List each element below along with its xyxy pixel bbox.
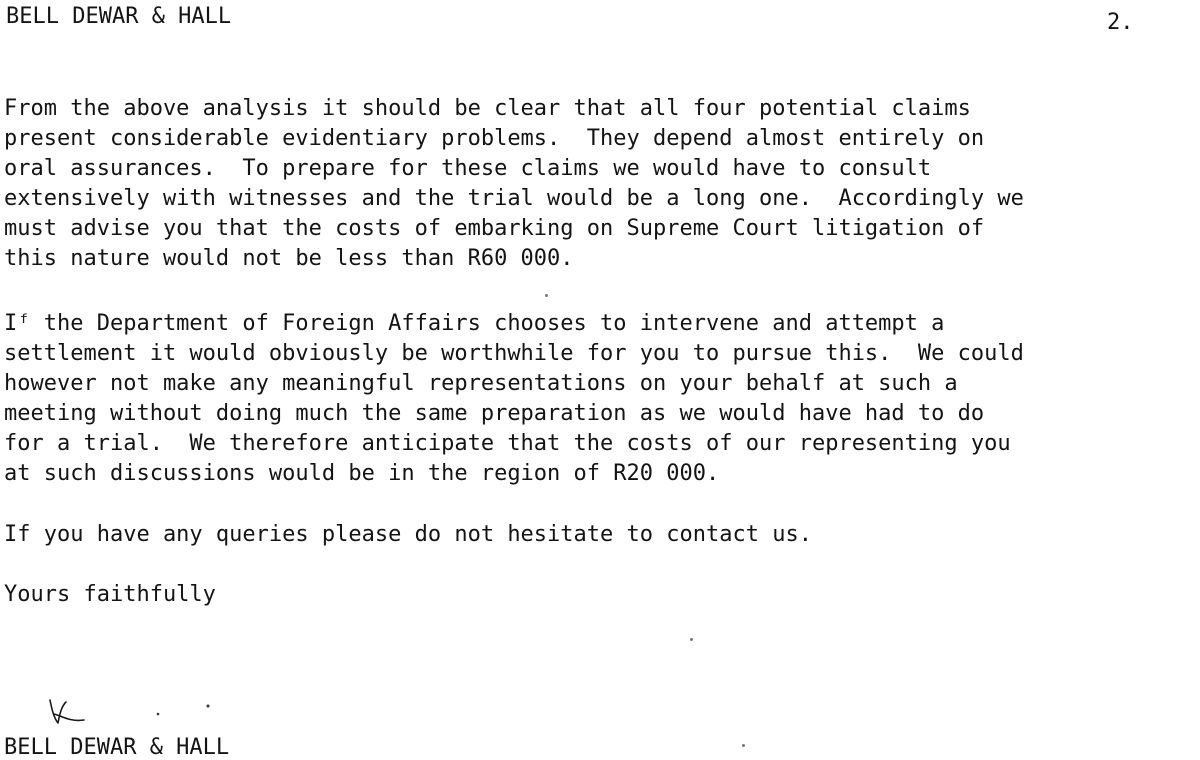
closing-salutation [4,580,216,610]
paragraph-line: settlement it would obviously be worthwhile for you to pursue this. We could [4,341,1024,366]
paragraph-queries [4,520,812,550]
paragraph-line: Iᶠ the Department of Foreign Affairs chooses to intervene and attempt a [4,311,945,336]
paragraph-line: If you have any queries please do not hesitate to contact us. [4,522,812,547]
paragraph-line: however not make any meaningful representations on your behalf at such a [4,371,958,396]
paragraph-line: oral assurances. To prepare for these claims we would have to consult [4,156,932,181]
paragraph-line: this nature would not be less than R60 000. [4,246,574,271]
scan-speck [690,638,693,641]
signature-firm-name: BELL DEWAR & HALL [4,735,230,760]
letterhead-firm-name: BELL DEWAR & HALL [6,4,232,29]
paragraph-settlement [4,309,1024,489]
paragraph-line: From the above analysis it should be clear that all four potential claims [4,96,971,121]
paragraph-line: present considerable evidentiary problems. They depend almost entirely on [4,126,985,151]
page-number: 2. [1107,10,1134,35]
paragraph-line: meeting without doing much the same preparation as we would have had to do [4,401,985,426]
scan-speck [545,294,548,297]
closing-line: Yours faithfully [4,582,216,607]
scan-speck [742,744,745,747]
paragraph-cost-of-litigation [4,94,1024,274]
handwritten-signature [40,690,220,730]
paragraph-line: extensively with witnesses and the trial would be a long one. Accordingly we [4,186,1024,211]
paragraph-line: for a trial. We therefore anticipate that the costs of our representing you [4,431,1011,456]
paragraph-line: at such discussions would be in the region of R20 000. [4,461,720,486]
paragraph-line: must advise you that the costs of embarking on Supreme Court litigation of [4,216,985,241]
